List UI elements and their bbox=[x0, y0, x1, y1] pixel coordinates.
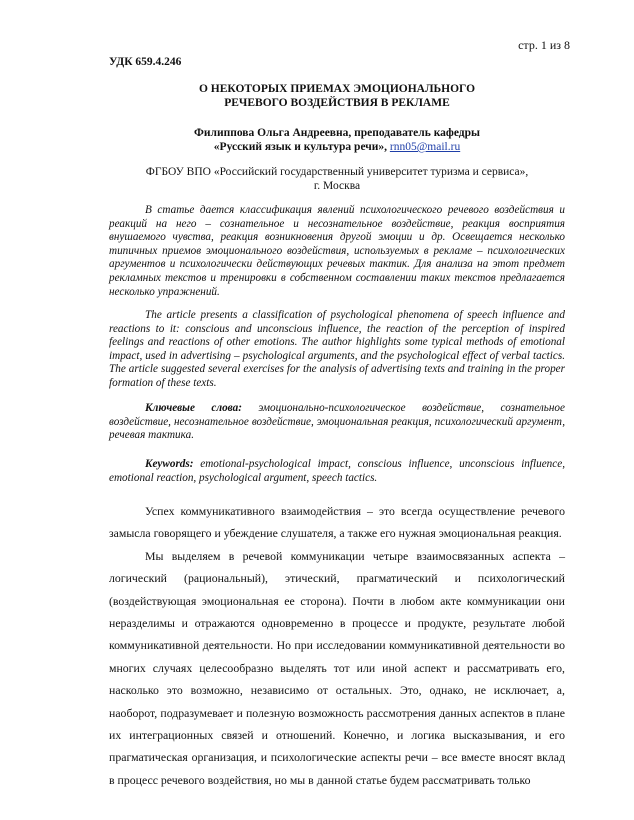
title-line-2: РЕЧЕВОГО ВОЗДЕЙСТВИЯ В РЕКЛАМЕ bbox=[224, 97, 450, 109]
body-paragraph-2: Мы выделяем в речевой коммуникации четыре взаимосвязанных аспекта – логический (рациональный), этический, прагматический и психологический (воздействующая эмоциональная ее сторона). Почти в любом акте коммуникации они неразделимы и отражаются одновременно в процессе и продукте, результате любой коммуникативной деятельности. Но при исследовании коммуникативной деятельности во многих случаях целесообразно выделять тот или иной аспект и рассматривать его, насколько это возможно, независимо от остальных. Это, однако, не исключает, а, наоборот, подразумевает и полезную возможность рассмотрения данных аспектов в плане их интеграционных связей и отношений. Конечно, и логика высказывания, и его прагматическая организация, и психологические аспекты речи – все вместе вносят вклад в процесс речевого воздействия, но мы в данной статье будем рассматривать только bbox=[109, 548, 565, 787]
title-line-1: О НЕКОТОРЫХ ПРИЕМАХ ЭМОЦИОНАЛЬНОГО bbox=[198, 83, 476, 95]
organization-line-1: ФГБОУ ВПО «Российский государственный университет туризма и сервиса», bbox=[145, 166, 529, 178]
keywords-ru-label: Ключевые слова: bbox=[145, 402, 242, 414]
organization bbox=[109, 165, 565, 193]
keywords-en bbox=[109, 458, 565, 485]
author-email-link[interactable]: rnn05@mail.ru bbox=[389, 141, 461, 153]
article-title bbox=[109, 82, 565, 110]
author-department: «Русский язык и культура речи», bbox=[213, 141, 387, 153]
abstract-en: The article presents a classification of psychological phenomena of speech influence and reactions to it: conscious and unconscious influence, the reaction of the perception of inspired feelings and reactions of other emotions. The author highlights some typical methods of emotional impact, used in advertising – psychological arguments, and the psychological effect of verbal tactics. The article suggested several exercises for the analysis of advertising texts and training in the proper formation of these texts. bbox=[109, 309, 565, 389]
page-number: стр. 1 из 8 bbox=[518, 38, 570, 52]
body-text bbox=[109, 500, 565, 791]
author-line-2 bbox=[109, 140, 565, 154]
organization-line-2: г. Москва bbox=[313, 180, 361, 192]
keywords-en-text: emotional-psychological impact, conscious influence, unconscious influence, emotional reaction, psychological argument, speech tactics. bbox=[109, 458, 566, 484]
abstract-ru: В статье дается классификация явлений психологического речевого воздействия и реакций на него – сознательное и несознательное воздействие, реакция восприятия внушаемого чувства, реакция возникновения другой эмоции и др. Освещается несколько типичных приемов эмоционального воздействия, используемых в рекламе – психологических аргументов и психологически действующих речевых тактик. Для анализа на этот предмет рекламных текстов и тренировки в собственном составлении таких текстов предлагается несколько упражнений. bbox=[109, 204, 565, 298]
keywords-ru-text: эмоционально-психологическое воздействие, сознательное воздействие, несознательное воздействие, эмоциональная реакция, психологический аргумент, речевая тактика. bbox=[109, 402, 565, 442]
author-line-1: Филиппова Ольга Андреевна, преподаватель кафедры bbox=[193, 127, 480, 139]
body-paragraph-1: Успех коммуникативного взаимодействия – это всегда осуществление речевого замысла говорящего и убеждение слушателя, а также его нужная эмоциональная реакция. bbox=[109, 504, 565, 541]
keywords-en-label: Keywords: bbox=[145, 458, 194, 470]
author-info bbox=[109, 126, 565, 154]
udk-code: УДК 659.4.246 bbox=[109, 56, 182, 68]
keywords-ru bbox=[109, 402, 565, 443]
